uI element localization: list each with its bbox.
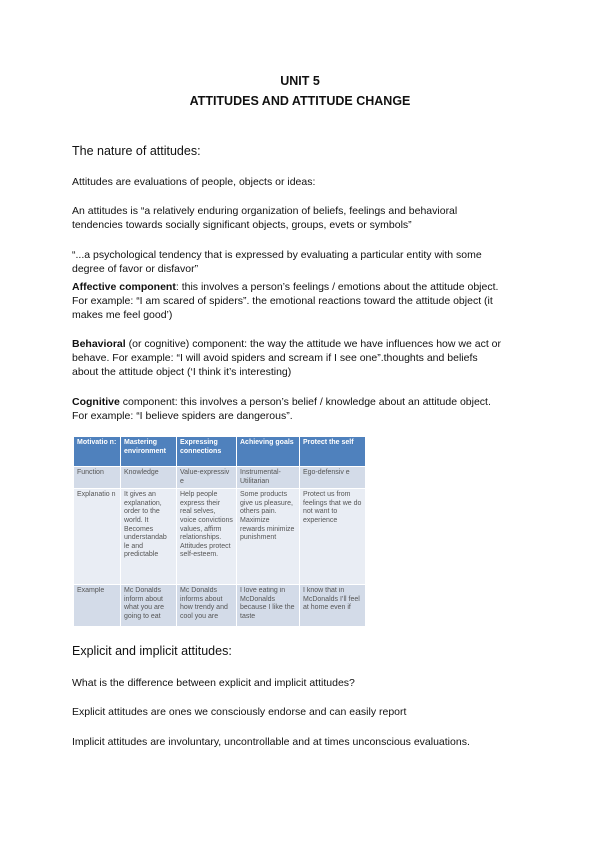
table-row xyxy=(74,489,366,585)
cognitive-line1: component: this involves a person’s belief / knowledge about an attitude object. xyxy=(119,396,491,408)
table-cell: Mc Donalds informs about how trendy and cool you are xyxy=(180,587,228,620)
table-header-cell: Mastering environment xyxy=(121,437,177,467)
quote1-line1: An attitudes is “a relatively enduring organization of beliefs, feelings and behavioral xyxy=(72,205,458,217)
table-cell: Explanatio n xyxy=(74,489,121,585)
quote-enduring-organization xyxy=(72,204,542,232)
behavioral-paragraph xyxy=(72,337,542,379)
affective-term: Affective component xyxy=(72,281,176,293)
quote2-line2: degree of favor or disfavor” xyxy=(72,263,199,275)
table-header-cell: Protect the self xyxy=(300,437,366,467)
table-cell: I know that in McDonalds I’ll feel at home even if xyxy=(303,587,360,612)
table-row xyxy=(74,467,366,489)
cognitive-paragraph xyxy=(72,395,542,423)
table-cell: Value-expressiv e xyxy=(177,467,237,489)
table-cell: It gives an explanation, order to the world. It Becomes understandab le and predictable xyxy=(121,489,177,585)
explicit-definition: Explicit attitudes are ones we consciously endorse and can easily report xyxy=(72,706,407,718)
table-cell: Knowledge xyxy=(121,467,177,489)
explicit-implicit-question: What is the difference between explicit and implicit attitudes? xyxy=(72,677,355,689)
implicit-definition: Implicit attitudes are involuntary, uncontrollable and at times unconscious evaluations. xyxy=(72,736,470,748)
table-cell: Help people express their real selves, voice convictions values, affirm relationships. Attitudes protect self-esteem. xyxy=(177,489,237,585)
quote1-line2: tendencies towards socially significant objects, groups, evets or symbols” xyxy=(72,219,412,231)
table-header-cell: Expressing connections xyxy=(177,437,237,467)
behavioral-term: Behavioral xyxy=(72,338,126,350)
cognitive-term: Cognitive xyxy=(72,396,120,408)
table-cell: Mc Donalds inform about what you are going to eat xyxy=(124,587,165,620)
attitude-functions-table xyxy=(73,436,366,627)
table-header-cell: Achieving goals xyxy=(237,437,300,467)
behavioral-line2: behave. For example: “I will avoid spiders and scream if I see one”.thoughts and beliefs xyxy=(72,352,478,364)
table-cell: Ego-defensiv e xyxy=(300,467,366,489)
table-cell: Instrumental- Utilitarian xyxy=(237,467,300,489)
table-cell: I love eating in McDonalds because I like the taste xyxy=(240,587,295,620)
table-header-cell: Motivatio n: xyxy=(74,437,121,467)
section-heading-nature: The nature of attitudes: xyxy=(72,144,201,158)
affective-line2: For example: “I am scared of spiders”. the emotional reactions toward the attitude object (it xyxy=(72,295,493,307)
affective-paragraph xyxy=(72,280,542,322)
table-cell: Function xyxy=(74,467,121,489)
section-heading-explicit-implicit: Explicit and implicit attitudes: xyxy=(72,644,232,658)
table-cell: Example xyxy=(77,587,105,595)
table-cell: Some products give us pleasure, others pain. Maximize rewards minimize punishment xyxy=(237,489,300,585)
page-title: ATTITUDES AND ATTITUDE CHANGE xyxy=(189,94,411,108)
behavioral-line1: (or cognitive) component: the way the attitude we have influences how we act or xyxy=(125,338,501,350)
table-header-row xyxy=(74,437,366,467)
affective-line3: makes me feel good’) xyxy=(72,309,173,321)
table-row xyxy=(74,585,366,627)
cognitive-line2: For example: “I believe spiders are dangerous”. xyxy=(72,410,293,422)
unit-number: UNIT 5 xyxy=(280,74,320,88)
quote2-line1: “...a psychological tendency that is expressed by evaluating a particular entity with some xyxy=(72,249,482,261)
table-cell: Protect us from feelings that we do not want to experience xyxy=(300,489,366,585)
attitudes-definition: Attitudes are evaluations of people, objects or ideas: xyxy=(72,176,316,188)
quote-psychological-tendency xyxy=(72,248,542,276)
behavioral-line3: about the attitude object (‘I think it’s interesting) xyxy=(72,366,292,378)
affective-line1: : this involves a person’s feelings / emotions about the attitude object. xyxy=(175,281,499,293)
